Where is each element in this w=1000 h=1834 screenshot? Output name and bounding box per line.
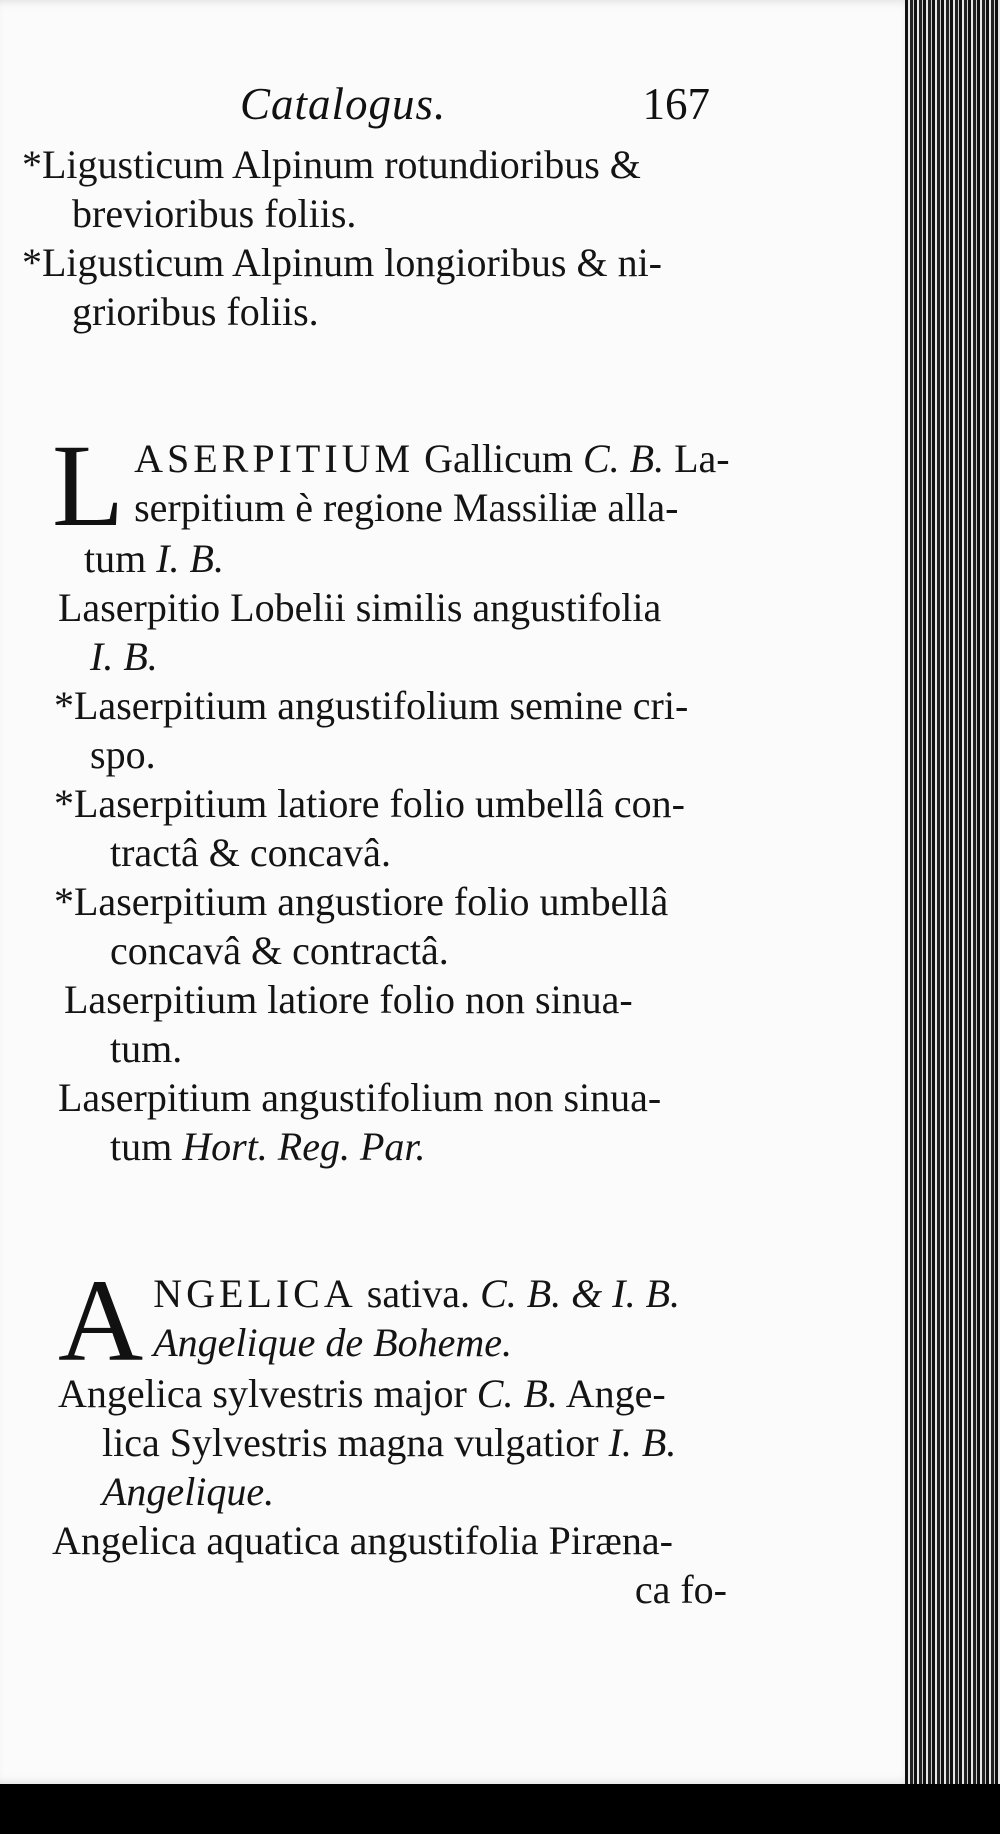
entry-laserpitium-5 <box>22 975 727 1073</box>
entry-ligusticum-1 <box>22 140 727 238</box>
drop-capital: A <box>58 1255 144 1386</box>
entry-line: concavâ & contractâ. <box>110 928 449 973</box>
heading-citation: C. B. <box>582 436 665 481</box>
section-line: serpitium è regione Massiliæ alla- <box>134 485 679 530</box>
line-text: lica Sylvestris magna vulgatior <box>102 1420 609 1465</box>
section-line <box>22 534 727 583</box>
entry-laserpitium-6 <box>22 1073 727 1171</box>
spacer <box>22 1171 727 1223</box>
section-laserpitium <box>22 420 730 1171</box>
page-header <box>240 78 710 138</box>
entry-line <box>22 1369 727 1418</box>
entry-line: tum. <box>110 1026 183 1071</box>
entry-line <box>22 1122 727 1171</box>
heading-citation: C. B. & I. B. <box>480 1271 681 1316</box>
entry-line: grioribus foliis. <box>72 289 319 334</box>
section-angelica <box>22 1255 727 1614</box>
running-title: Catalogus. <box>240 79 447 129</box>
spacer <box>22 388 727 434</box>
entry-line: spo. <box>90 732 156 777</box>
entry-laserpitium-3 <box>22 779 727 877</box>
heading-smallcaps: ASERPITIUM <box>134 436 415 481</box>
page-body <box>22 140 730 1614</box>
entry-line: Laserpitium latiore folio non sinua- <box>64 977 633 1022</box>
entry-line: Laserpitium angustifolium non sinua- <box>58 1075 662 1120</box>
line-citation: I. B. <box>156 536 224 581</box>
entry-line: *Laserpitium latiore folio umbellâ con- <box>54 781 685 826</box>
page-number: 167 <box>642 79 710 129</box>
heading-hyphen: La- <box>664 436 730 481</box>
entry-line: *Laserpitium angustiore folio umbellâ <box>54 879 669 924</box>
entry-angelica-2 <box>22 1516 727 1614</box>
entry-line: *Ligusticum Alpinum longioribus & ni- <box>22 240 662 285</box>
line-text: Ange- <box>557 1371 666 1416</box>
entry-line: Angelica aquatica angustifolia Piræna- <box>52 1518 673 1563</box>
entry-line: tractâ & concavâ. <box>110 830 391 875</box>
entry-line: *Ligusticum Alpinum rotundioribus & <box>22 142 641 187</box>
entry-ligusticum-2 <box>22 238 727 336</box>
entry-citation: I. B. <box>90 634 158 679</box>
entry-laserpitium-1 <box>22 583 727 681</box>
drop-capital: L <box>52 420 125 551</box>
line-citation: Hort. Reg. Par. <box>182 1124 426 1169</box>
entry-laserpitium-4 <box>22 877 727 975</box>
line-text: Angelica sylvestris major <box>58 1371 477 1416</box>
catchword: ca fo- <box>634 1567 727 1612</box>
section-line: Angelique de Boheme. <box>153 1320 512 1365</box>
page-edges <box>905 0 1000 1784</box>
heading-text: sativa. <box>356 1271 481 1316</box>
heading-smallcaps: NGELICA <box>153 1271 357 1316</box>
entry-laserpitium-2 <box>22 681 727 779</box>
spacer <box>22 336 727 388</box>
entry-line: brevioribus foliis. <box>72 191 357 236</box>
section-heading-line <box>22 434 730 483</box>
line-citation: I. B. <box>608 1420 677 1465</box>
entry-line <box>22 1418 727 1467</box>
entry-angelica-1 <box>22 1369 727 1516</box>
line-text: tum <box>110 1124 183 1169</box>
entry-line: Laserpitio Lobelii similis angustifolia <box>58 585 662 630</box>
entry-citation: Angelique. <box>102 1469 275 1514</box>
entry-line: *Laserpitium angustifolium semine cri- <box>54 683 689 728</box>
line-text: tum <box>84 536 157 581</box>
line-citation: C. B. <box>476 1371 558 1416</box>
scan-border <box>0 1784 1000 1834</box>
heading-text: Gallicum <box>414 436 583 481</box>
